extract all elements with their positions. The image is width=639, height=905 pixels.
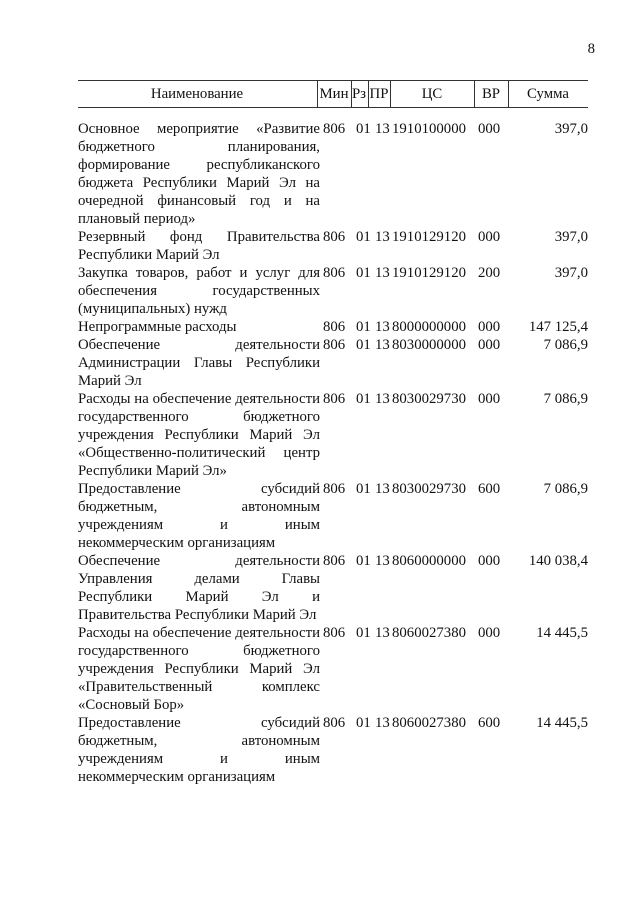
header-sum: Сумма bbox=[527, 86, 569, 102]
row-vr: 600 bbox=[478, 481, 501, 497]
row-vr: 000 bbox=[478, 391, 501, 407]
header-pr: ПР bbox=[369, 86, 389, 102]
row-name: Расходы на обеспечение деятельности государственного бюджетного учреждения Республики Марий Эл «Правительственный комплекс «Сосновый Бор» bbox=[78, 625, 320, 713]
row-sum: 14 445,5 bbox=[536, 715, 588, 731]
row-vr: 000 bbox=[478, 337, 501, 353]
row-pr: 13 bbox=[375, 625, 390, 641]
row-rz: 01 bbox=[356, 391, 371, 407]
header-name: Наименование bbox=[150, 86, 244, 102]
row-cs: 8030029730 bbox=[392, 391, 466, 407]
row-rz: 01 bbox=[356, 319, 371, 335]
row-vr: 000 bbox=[478, 319, 501, 335]
row-pr: 13 bbox=[375, 391, 390, 407]
row-min: 806 bbox=[323, 391, 346, 407]
row-rz: 01 bbox=[356, 625, 371, 641]
row-sum: 7 086,9 bbox=[543, 391, 588, 407]
row-min: 806 bbox=[323, 121, 346, 137]
row-cs: 8060000000 bbox=[392, 553, 466, 569]
row-rz: 01 bbox=[356, 553, 371, 569]
row-pr: 13 bbox=[375, 553, 390, 569]
row-min: 806 bbox=[323, 481, 346, 497]
row-name: Предоставление субсидий бюджетным, автономным учреждениям и иным некоммерческим организациям bbox=[78, 715, 320, 785]
row-min: 806 bbox=[323, 337, 346, 353]
row-name: Закупка товаров, работ и услуг для обеспечения государственных (муниципальных) нужд bbox=[78, 265, 320, 317]
row-rz: 01 bbox=[356, 481, 371, 497]
row-pr: 13 bbox=[375, 229, 390, 245]
row-cs: 1910129120 bbox=[392, 229, 466, 245]
row-pr: 13 bbox=[375, 715, 390, 731]
row-cs: 8030029730 bbox=[392, 481, 466, 497]
table-row bbox=[78, 714, 598, 786]
table-header bbox=[78, 80, 588, 108]
row-cs: 8060027380 bbox=[392, 625, 466, 641]
row-rz: 01 bbox=[356, 265, 371, 281]
header-min: Мин bbox=[319, 86, 349, 102]
row-name: Расходы на обеспечение деятельности государственного бюджетного учреждения Республики Марий Эл «Общественно-политический центр Республики Марий Эл» bbox=[78, 391, 320, 479]
table-row bbox=[78, 336, 598, 390]
row-pr: 13 bbox=[375, 265, 390, 281]
row-min: 806 bbox=[323, 265, 346, 281]
row-min: 806 bbox=[323, 553, 346, 569]
row-min: 806 bbox=[323, 229, 346, 245]
row-vr: 000 bbox=[478, 229, 501, 245]
row-cs: 1910100000 bbox=[392, 121, 466, 137]
row-sum: 397,0 bbox=[554, 229, 588, 245]
row-pr: 13 bbox=[375, 121, 390, 137]
header-vr: ВР bbox=[481, 86, 501, 102]
row-cs: 8060027380 bbox=[392, 715, 466, 731]
row-vr: 000 bbox=[478, 625, 501, 641]
row-min: 806 bbox=[323, 319, 346, 335]
row-pr: 13 bbox=[375, 481, 390, 497]
row-name: Резервный фонд Правительства Республики Марий Эл bbox=[78, 229, 320, 263]
row-sum: 140 038,4 bbox=[528, 553, 588, 569]
row-sum: 397,0 bbox=[554, 265, 588, 281]
row-sum: 14 445,5 bbox=[536, 625, 588, 641]
table-body bbox=[78, 120, 598, 786]
row-name: Непрограммные расходы bbox=[78, 319, 237, 335]
row-name: Обеспечение деятельности Администрации Главы Республики Марий Эл bbox=[78, 337, 320, 389]
row-sum: 397,0 bbox=[554, 121, 588, 137]
row-pr: 13 bbox=[375, 337, 390, 353]
row-sum: 7 086,9 bbox=[543, 337, 588, 353]
row-cs: 8000000000 bbox=[392, 319, 466, 335]
row-min: 806 bbox=[323, 625, 346, 641]
row-name: Предоставление субсидий бюджетным, автономным учреждениям и иным некоммерческим организациям bbox=[78, 481, 320, 551]
row-cs: 8030000000 bbox=[392, 337, 466, 353]
row-cs: 1910129120 bbox=[392, 265, 466, 281]
table-row bbox=[78, 228, 598, 264]
row-vr: 000 bbox=[478, 553, 501, 569]
row-rz: 01 bbox=[356, 337, 371, 353]
row-rz: 01 bbox=[356, 229, 371, 245]
page-number: 8 bbox=[587, 41, 595, 57]
row-vr: 200 bbox=[478, 265, 501, 281]
row-name: Обеспечение деятельности Управления делами Главы Республики Марий Эл и Правительства Республики Марий Эл bbox=[78, 553, 320, 623]
table-row bbox=[78, 624, 598, 714]
row-pr: 13 bbox=[375, 319, 390, 335]
table-row bbox=[78, 120, 598, 228]
row-vr: 000 bbox=[478, 121, 501, 137]
row-min: 806 bbox=[323, 715, 346, 731]
table-row bbox=[78, 390, 598, 480]
table-row bbox=[78, 318, 598, 336]
header-cs: ЦС bbox=[421, 86, 443, 102]
row-sum: 7 086,9 bbox=[543, 481, 588, 497]
row-name: Основное мероприятие «Развитие бюджетного планирования, формирование республиканского бюджета Республики Марий Эл на очередной финансовый год и на плановый период» bbox=[78, 121, 320, 227]
table-row bbox=[78, 552, 598, 624]
row-sum: 147 125,4 bbox=[528, 319, 588, 335]
row-rz: 01 bbox=[356, 121, 371, 137]
table-row bbox=[78, 480, 598, 552]
row-rz: 01 bbox=[356, 715, 371, 731]
table-row bbox=[78, 264, 598, 318]
row-vr: 600 bbox=[478, 715, 501, 731]
header-rz: Рз bbox=[351, 86, 367, 102]
